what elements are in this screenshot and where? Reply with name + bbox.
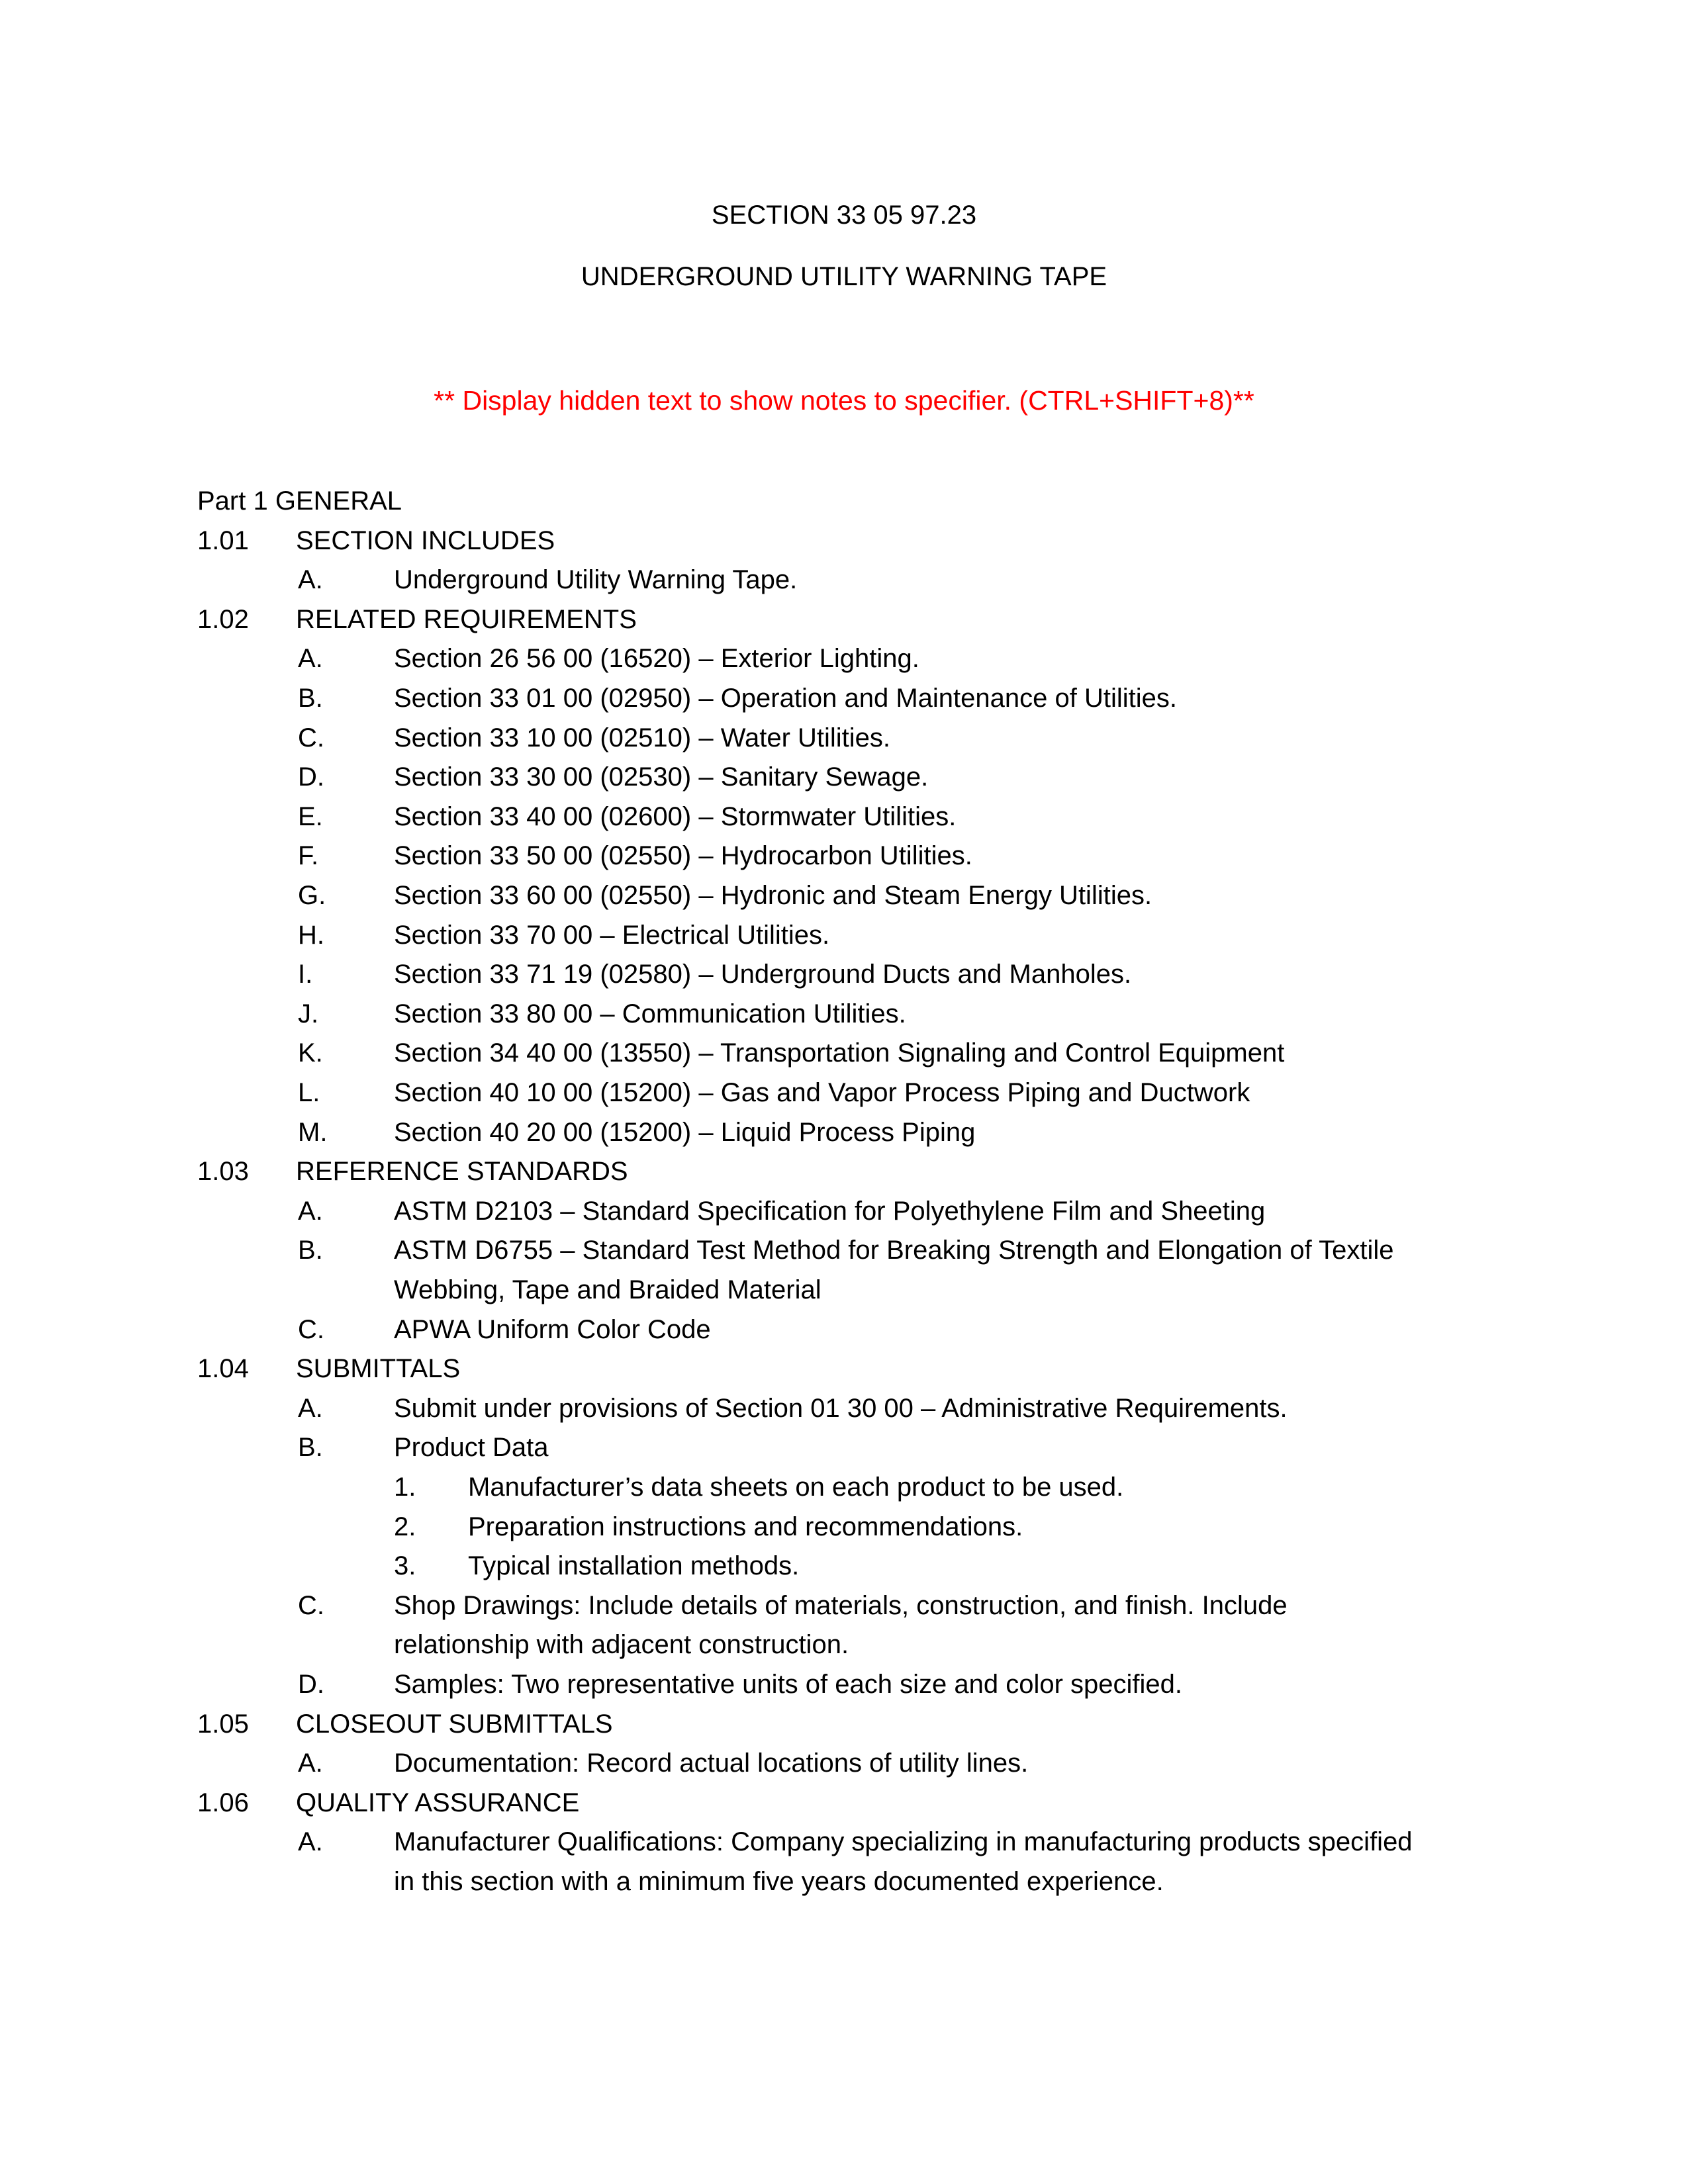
- item-text: Section 33 80 00 – Communication Utilities.: [394, 999, 906, 1028]
- item-text: Product Data: [394, 1433, 549, 1462]
- section-title: UNDERGROUND UTILITY WARNING TAPE: [581, 262, 1107, 291]
- item-marker: A.: [298, 1197, 323, 1226]
- item-marker: E.: [298, 802, 323, 831]
- item-marker: A.: [298, 644, 323, 673]
- item-text: Section 33 01 00 (02950) – Operation and Maintenance of Utilities.: [394, 684, 1177, 713]
- item-marker: L.: [298, 1078, 320, 1107]
- item-marker: B.: [298, 684, 323, 713]
- part-heading: Part 1 GENERAL: [197, 486, 402, 516]
- item-marker: I.: [298, 960, 313, 989]
- item-text: Samples: Two representative units of each size and color specified.: [394, 1670, 1183, 1699]
- article-title: SUBMITTALS: [296, 1354, 461, 1383]
- item-text: Section 40 20 00 (15200) – Liquid Process Piping: [394, 1118, 976, 1147]
- article-title: CLOSEOUT SUBMITTALS: [296, 1709, 613, 1739]
- item-marker: C.: [298, 1315, 324, 1344]
- article-title: REFERENCE STANDARDS: [296, 1157, 628, 1186]
- item-marker: J.: [298, 999, 319, 1028]
- item-text: Submit under provisions of Section 01 30 00 – Administrative Requirements.: [394, 1394, 1288, 1423]
- item-text: Section 33 10 00 (02510) – Water Utilities.: [394, 723, 891, 752]
- item-text: Section 33 70 00 – Electrical Utilities.: [394, 921, 830, 950]
- item-text: Section 33 71 19 (02580) – Underground Ducts and Manholes.: [394, 960, 1132, 989]
- subitem-text: Preparation instructions and recommendations.: [468, 1512, 1023, 1541]
- item-text: Section 33 30 00 (02530) – Sanitary Sewage.: [394, 762, 929, 792]
- item-marker: C.: [298, 1591, 324, 1620]
- subitem-text: Typical installation methods.: [468, 1551, 800, 1580]
- section-number: SECTION 33 05 97.23: [711, 201, 977, 230]
- item-text: Section 33 40 00 (02600) – Stormwater Utilities.: [394, 802, 957, 831]
- item-marker: G.: [298, 881, 326, 910]
- article-title: SECTION INCLUDES: [296, 526, 555, 555]
- subitem-marker: 3.: [394, 1551, 416, 1580]
- item-marker: A.: [298, 565, 323, 594]
- item-text: Shop Drawings: Include details of materials, construction, and finish. Include: [394, 1591, 1288, 1620]
- item-text: Section 26 56 00 (16520) – Exterior Lighting.: [394, 644, 919, 673]
- item-text: Section 33 50 00 (02550) – Hydrocarbon Utilities.: [394, 841, 972, 870]
- subitem-marker: 1.: [394, 1473, 416, 1502]
- item-marker: C.: [298, 723, 324, 752]
- item-marker: A.: [298, 1394, 323, 1423]
- subitem-text: Manufacturer’s data sheets on each product to be used.: [468, 1473, 1124, 1502]
- article-number: 1.01: [197, 526, 249, 555]
- subitem-marker: 2.: [394, 1512, 416, 1541]
- item-text: APWA Uniform Color Code: [394, 1315, 711, 1344]
- article-title: RELATED REQUIREMENTS: [296, 605, 637, 634]
- article-number: 1.06: [197, 1788, 249, 1817]
- item-marker: M.: [298, 1118, 328, 1147]
- item-text: Section 33 60 00 (02550) – Hydronic and Steam Energy Utilities.: [394, 881, 1152, 910]
- item-marker: B.: [298, 1433, 323, 1462]
- item-text: Manufacturer Qualifications: Company specializing in manufacturing products specified: [394, 1827, 1413, 1856]
- article-number: 1.02: [197, 605, 249, 634]
- item-marker: H.: [298, 921, 324, 950]
- item-text: ASTM D6755 – Standard Test Method for Breaking Strength and Elongation of Textile: [394, 1236, 1394, 1265]
- item-text: in this section with a minimum five years documented experience.: [394, 1867, 1164, 1896]
- item-marker: A.: [298, 1827, 323, 1856]
- item-text: ASTM D2103 – Standard Specification for Polyethylene Film and Sheeting: [394, 1197, 1266, 1226]
- item-text: Webbing, Tape and Braided Material: [394, 1275, 821, 1304]
- specifier-notice: ** Display hidden text to show notes to specifier. (CTRL+SHIFT+8)**: [434, 385, 1254, 416]
- item-marker: B.: [298, 1236, 323, 1265]
- article-title: QUALITY ASSURANCE: [296, 1788, 580, 1817]
- item-marker: K.: [298, 1038, 323, 1068]
- item-text: Underground Utility Warning Tape.: [394, 565, 798, 594]
- item-text: relationship with adjacent construction.: [394, 1630, 849, 1659]
- item-text: Documentation: Record actual locations of utility lines.: [394, 1749, 1029, 1778]
- item-marker: A.: [298, 1749, 323, 1778]
- item-text: Section 34 40 00 (13550) – Transportation Signaling and Control Equipment: [394, 1038, 1285, 1068]
- article-number: 1.04: [197, 1354, 249, 1383]
- article-number: 1.03: [197, 1157, 249, 1186]
- item-marker: F.: [298, 841, 319, 870]
- item-text: Section 40 10 00 (15200) – Gas and Vapor Process Piping and Ductwork: [394, 1078, 1250, 1107]
- item-marker: D.: [298, 1670, 324, 1699]
- article-number: 1.05: [197, 1709, 249, 1739]
- item-marker: D.: [298, 762, 324, 792]
